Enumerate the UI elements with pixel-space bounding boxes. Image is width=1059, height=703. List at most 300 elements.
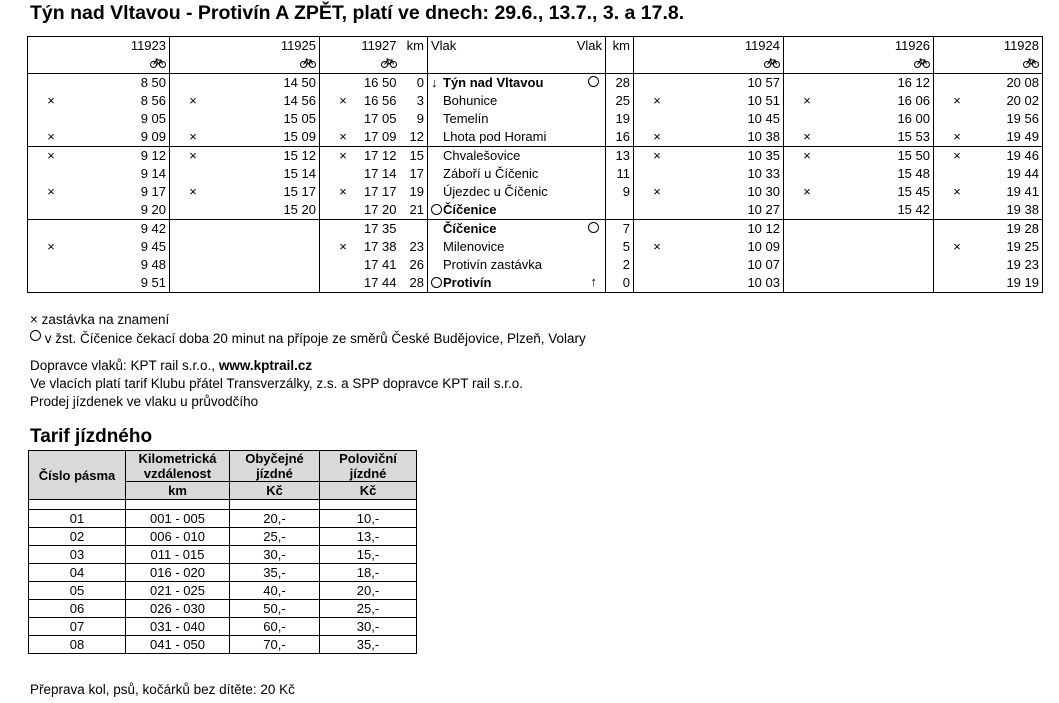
departure-time — [934, 238, 1043, 256]
departure-time — [28, 256, 170, 274]
time-value: 9 17 — [140, 184, 166, 199]
ticket-sale-info: Prodej jízdenek ve vlaku u průvodčího — [30, 394, 259, 409]
tarif-zone-number: 02 — [29, 528, 126, 546]
departure-time — [784, 92, 934, 110]
time-value: 10 38 — [747, 129, 780, 144]
departure-time — [934, 165, 1043, 183]
circle-icon — [30, 330, 41, 341]
departure-time — [28, 220, 170, 239]
station-name — [428, 147, 606, 166]
empty-cell — [606, 55, 634, 74]
tarif-full-fare: 50,- — [230, 600, 320, 618]
departure-time — [934, 92, 1043, 110]
tariff-info: Ve vlacích platí tarif Klubu přátel Transverzálky, z.s. a SPP dopravce KPT rail s.r.o. — [30, 376, 523, 391]
tarif-col-full: Obyčejné jízdné — [230, 451, 320, 482]
departure-time — [784, 256, 934, 274]
time-value: 16 12 — [897, 75, 930, 90]
km-number: 21 — [409, 202, 424, 217]
tarif-zone-number: 04 — [29, 564, 126, 582]
tarif-distance-range: 026 - 030 — [126, 600, 230, 618]
departure-time — [634, 256, 784, 274]
time-value: 10 57 — [747, 75, 780, 90]
km-value — [400, 74, 428, 93]
time-value: 19 49 — [1006, 129, 1039, 144]
on-request-mark: × — [189, 129, 197, 144]
timetable-row — [28, 256, 1043, 274]
km-value — [400, 256, 428, 274]
bicycle-icon — [634, 55, 784, 74]
tarif-unit-kc: Kč — [320, 482, 417, 500]
time-value: 17 44 — [363, 275, 397, 290]
timetable-row — [28, 220, 1043, 239]
tarif-full-fare: 70,- — [230, 636, 320, 654]
departure-time — [934, 74, 1043, 93]
bicycle-icon — [934, 55, 1043, 74]
time-value: 17 09 — [363, 129, 397, 144]
km-value — [400, 147, 428, 166]
km-number: 28 — [409, 275, 424, 290]
on-request-mark: × — [47, 239, 55, 254]
departure-time — [784, 201, 934, 220]
km-number: 9 — [416, 111, 424, 126]
time-value: 16 56 — [363, 93, 397, 108]
departure-time — [170, 74, 320, 93]
tarif-zone-number: 05 — [29, 582, 126, 600]
km-value: 0 — [606, 274, 634, 293]
time-value: 19 25 — [1006, 239, 1039, 254]
time-value: 15 48 — [897, 166, 930, 181]
station-label: Číčenice — [443, 221, 497, 236]
departure-time — [28, 201, 170, 220]
tarif-distance-range: 006 - 010 — [126, 528, 230, 546]
time-value: 9 12 — [140, 148, 166, 163]
on-request-mark: × — [47, 148, 55, 163]
departure-time — [28, 238, 170, 256]
bicycle-icon — [320, 55, 400, 74]
time-value: 10 30 — [747, 184, 780, 199]
time-value: 20 02 — [1006, 93, 1039, 108]
tarif-full-fare: 30,- — [230, 546, 320, 564]
time-value: 16 50 — [363, 75, 397, 90]
departure-time — [170, 201, 320, 220]
time-value: 19 44 — [1006, 166, 1039, 181]
departure-time — [320, 183, 400, 201]
on-request-mark: × — [339, 93, 347, 108]
time-value: 15 14 — [283, 166, 316, 181]
time-value: 9 09 — [140, 129, 166, 144]
km-value: 11 — [606, 165, 634, 183]
circle-icon — [431, 202, 443, 218]
legend-on-request-text: × zastávka na znamení — [30, 312, 170, 327]
on-request-mark: × — [653, 184, 661, 199]
timetable-row — [28, 92, 1043, 110]
on-request-mark: × — [953, 129, 961, 144]
spacer — [230, 500, 320, 510]
time-value: 15 09 — [283, 129, 316, 144]
tarif-table — [28, 450, 417, 654]
tarif-zone-number: 06 — [29, 600, 126, 618]
departure-time — [28, 147, 170, 166]
tarif-row — [29, 600, 417, 618]
time-value: 14 50 — [283, 75, 316, 90]
on-request-mark: × — [953, 184, 961, 199]
time-value: 20 08 — [1006, 75, 1039, 90]
time-value: 17 38 — [363, 239, 397, 254]
departure-time — [634, 110, 784, 128]
km-number: 3 — [416, 93, 424, 108]
km-value — [400, 238, 428, 256]
station-name — [428, 110, 606, 128]
tarif-distance-range: 016 - 020 — [126, 564, 230, 582]
departure-time — [784, 238, 934, 256]
timetable-row — [28, 74, 1043, 93]
time-value: 19 28 — [1006, 221, 1039, 236]
circle-icon — [588, 220, 599, 236]
km-value — [400, 92, 428, 110]
km-value: 19 — [606, 110, 634, 128]
bicycle-icon — [170, 55, 320, 74]
train-number: 11926 — [784, 37, 934, 56]
time-value: 10 51 — [747, 93, 780, 108]
station-label: Újezdec u Číčenic — [443, 184, 548, 199]
departure-time — [934, 183, 1043, 201]
departure-time — [170, 274, 320, 293]
spacer — [29, 500, 126, 510]
empty-cell — [400, 55, 428, 74]
train-number: 11923 — [28, 37, 170, 56]
tarif-unit-km: km — [126, 482, 230, 500]
on-request-mark: × — [803, 129, 811, 144]
departure-time — [170, 256, 320, 274]
spacer — [320, 500, 417, 510]
station-name — [428, 165, 606, 183]
tarif-zone-number: 08 — [29, 636, 126, 654]
on-request-mark: × — [653, 239, 661, 254]
time-value: 10 03 — [747, 275, 780, 290]
empty-cell — [428, 55, 606, 74]
timetable-row — [28, 128, 1043, 147]
tarif-full-fare: 60,- — [230, 618, 320, 636]
km-value — [400, 128, 428, 147]
time-value: 15 45 — [897, 184, 930, 199]
time-value: 16 06 — [897, 93, 930, 108]
on-request-mark: × — [953, 93, 961, 108]
time-value: 14 56 — [283, 93, 316, 108]
km-number: 15 — [409, 148, 424, 163]
km-number: 12 — [409, 129, 424, 144]
spacer — [126, 500, 230, 510]
departure-time — [634, 74, 784, 93]
station-name — [428, 92, 606, 110]
station-label: Protivín — [443, 275, 492, 290]
departure-time — [170, 165, 320, 183]
departure-time — [784, 183, 934, 201]
carrier-text: Dopravce vlaků: KPT rail s.r.o., — [30, 358, 219, 373]
km-value — [400, 201, 428, 220]
tarif-half-fare: 15,- — [320, 546, 417, 564]
departure-time — [170, 92, 320, 110]
time-value: 17 14 — [363, 166, 397, 181]
km-value: 7 — [606, 220, 634, 239]
departure-time — [170, 220, 320, 239]
departure-time — [320, 201, 400, 220]
tarif-full-fare: 20,- — [230, 510, 320, 528]
km-value — [606, 201, 634, 220]
time-value: 19 46 — [1006, 148, 1039, 163]
km-number: 26 — [409, 257, 424, 272]
station-label: Bohunice — [443, 93, 498, 108]
departure-time — [634, 201, 784, 220]
on-request-mark: × — [953, 239, 961, 254]
departure-time — [320, 274, 400, 293]
tarif-half-fare: 10,- — [320, 510, 417, 528]
time-value: 19 41 — [1006, 184, 1039, 199]
on-request-mark: × — [189, 184, 197, 199]
tarif-row — [29, 510, 417, 528]
km-number: 17 — [409, 166, 424, 181]
on-request-mark: × — [803, 93, 811, 108]
station-label: Milenovice — [443, 239, 505, 254]
time-value: 17 05 — [363, 111, 397, 126]
station-label: Záboří u Číčenic — [443, 166, 539, 181]
km-value — [400, 220, 428, 239]
departure-time — [634, 183, 784, 201]
time-value: 17 12 — [363, 148, 397, 163]
tarif-distance-range: 031 - 040 — [126, 618, 230, 636]
circle-icon — [588, 74, 599, 90]
tarif-half-fare: 18,- — [320, 564, 417, 582]
departure-time — [634, 92, 784, 110]
train-number: 11925 — [170, 37, 320, 56]
departure-time — [28, 274, 170, 293]
station-name — [428, 220, 606, 239]
departure-time — [28, 74, 170, 93]
legend-connection — [30, 330, 586, 346]
time-value: 10 33 — [747, 166, 780, 181]
bicycle-icon — [28, 55, 170, 74]
time-value: 10 12 — [747, 221, 780, 236]
departure-time — [320, 128, 400, 147]
time-value: 15 12 — [283, 148, 316, 163]
bicycle-icon — [784, 55, 934, 74]
time-value: 17 41 — [363, 257, 397, 272]
time-value: 15 53 — [897, 129, 930, 144]
timetable-row — [28, 110, 1043, 128]
departure-time — [934, 201, 1043, 220]
station-name — [428, 256, 606, 274]
on-request-mark: × — [189, 93, 197, 108]
timetable-row — [28, 201, 1043, 220]
km-value — [400, 110, 428, 128]
departure-time — [634, 165, 784, 183]
on-request-mark: × — [803, 184, 811, 199]
tarif-heading: Tarif jízdného — [30, 426, 153, 447]
time-value: 9 14 — [140, 166, 166, 181]
time-value: 10 09 — [747, 239, 780, 254]
departure-time — [634, 128, 784, 147]
station-name — [428, 74, 606, 93]
carrier-website-link[interactable]: www.kptrail.cz — [218, 358, 313, 373]
station-name — [428, 183, 606, 201]
station-name — [428, 128, 606, 147]
km-value — [400, 165, 428, 183]
km-value: 28 — [606, 74, 634, 93]
timetable-row — [28, 147, 1043, 166]
tarif-zone-number: 03 — [29, 546, 126, 564]
departure-time — [320, 165, 400, 183]
time-value: 19 23 — [1006, 257, 1039, 272]
departure-time — [320, 74, 400, 93]
timetable-row — [28, 274, 1043, 293]
arrow-up-icon: ↑ — [590, 274, 597, 289]
station-label: Týn nad Vltavou — [443, 75, 544, 90]
time-value: 8 50 — [140, 75, 166, 90]
time-value: 8 56 — [140, 93, 166, 108]
tarif-full-fare: 35,- — [230, 564, 320, 582]
departure-time — [634, 274, 784, 293]
legend-on-request — [30, 312, 169, 327]
tarif-col-zone: Číslo pásma — [29, 451, 126, 500]
footer-note: Přeprava kol, psů, kočárků bez dítěte: 20 Kč — [30, 682, 295, 697]
tarif-distance-range: 011 - 015 — [126, 546, 230, 564]
departure-time — [170, 128, 320, 147]
on-request-mark: × — [339, 184, 347, 199]
departure-time — [28, 92, 170, 110]
station-label: Temelín — [443, 111, 489, 126]
km-value: 16 — [606, 128, 634, 147]
departure-time — [320, 220, 400, 239]
timetable-header-row — [28, 37, 1043, 56]
departure-time — [784, 110, 934, 128]
time-value: 19 38 — [1006, 202, 1039, 217]
arrow-down-icon: ↓ — [431, 75, 438, 90]
timetable-row — [28, 183, 1043, 201]
departure-time — [320, 110, 400, 128]
km-value — [400, 183, 428, 201]
departure-time — [634, 238, 784, 256]
on-request-mark: × — [653, 93, 661, 108]
departure-time — [28, 165, 170, 183]
departure-time — [784, 128, 934, 147]
time-value: 19 56 — [1006, 111, 1039, 126]
time-value: 15 20 — [283, 202, 316, 217]
departure-time — [28, 183, 170, 201]
departure-time — [784, 220, 934, 239]
departure-time — [170, 183, 320, 201]
km-value: 9 — [606, 183, 634, 201]
tarif-half-fare: 20,- — [320, 582, 417, 600]
departure-time — [634, 147, 784, 166]
on-request-mark: × — [339, 239, 347, 254]
departure-time — [320, 92, 400, 110]
time-value: 15 42 — [897, 202, 930, 217]
km-value: 2 — [606, 256, 634, 274]
carrier-line — [30, 358, 312, 373]
km-value: 25 — [606, 92, 634, 110]
departure-time — [170, 238, 320, 256]
on-request-mark: × — [953, 148, 961, 163]
departure-time — [170, 110, 320, 128]
departure-time — [170, 147, 320, 166]
time-value: 9 05 — [140, 111, 166, 126]
departure-time — [784, 274, 934, 293]
on-request-mark: × — [47, 129, 55, 144]
train-number: 11928 — [1003, 38, 1039, 53]
tarif-col-distance: Kilometrická vzdálenost — [126, 451, 230, 482]
time-value: 9 48 — [140, 257, 166, 272]
station-label: Chvalešovice — [443, 148, 521, 163]
on-request-mark: × — [339, 129, 347, 144]
time-value: 10 27 — [747, 202, 780, 217]
time-value: 15 17 — [283, 184, 316, 199]
departure-time — [634, 220, 784, 239]
on-request-mark: × — [47, 93, 55, 108]
time-value: 10 07 — [747, 257, 780, 272]
time-value: 17 17 — [363, 184, 397, 199]
time-value: 15 50 — [897, 148, 930, 163]
circle-icon — [431, 275, 443, 291]
time-value: 9 42 — [140, 221, 166, 236]
station-label: Lhota pod Horami — [443, 129, 547, 144]
km-number: 0 — [416, 75, 424, 90]
tarif-row — [29, 582, 417, 600]
tarif-col-half: Poloviční jízdné — [320, 451, 417, 482]
tarif-distance-range: 021 - 025 — [126, 582, 230, 600]
departure-time — [934, 274, 1043, 293]
km-header: km — [606, 37, 634, 56]
time-value: 16 00 — [897, 111, 930, 126]
tarif-row — [29, 618, 417, 636]
departure-time — [934, 256, 1043, 274]
timetable-row — [28, 238, 1043, 256]
time-value: 9 45 — [140, 239, 166, 254]
legend-connection-text: v žst. Číčenice čekací doba 20 minut na přípoje ze směrů České Budějovice, Plzeň, Volary — [44, 331, 586, 346]
departure-time — [28, 128, 170, 147]
on-request-mark: × — [339, 148, 347, 163]
tarif-half-fare: 13,- — [320, 528, 417, 546]
tarif-full-fare: 25,- — [230, 528, 320, 546]
train-number: 11924 — [744, 38, 780, 53]
tarif-half-fare: 30,- — [320, 618, 417, 636]
tarif-row — [29, 546, 417, 564]
station-name — [428, 201, 606, 220]
station-label: Protivín zastávka — [443, 257, 542, 272]
station-name — [428, 274, 606, 293]
time-value: 17 20 — [363, 202, 397, 217]
timetable-row — [28, 165, 1043, 183]
tarif-zone-number: 01 — [29, 510, 126, 528]
station-name — [428, 238, 606, 256]
km-value — [400, 274, 428, 293]
km-number: 19 — [409, 184, 424, 199]
time-value: 19 19 — [1006, 275, 1039, 290]
tarif-zone-number: 07 — [29, 618, 126, 636]
km-value: 5 — [606, 238, 634, 256]
tarif-distance-range: 041 - 050 — [126, 636, 230, 654]
tarif-full-fare: 40,- — [230, 582, 320, 600]
time-value: 10 45 — [747, 111, 780, 126]
km-value: 13 — [606, 147, 634, 166]
departure-time — [320, 256, 400, 274]
time-value: 9 51 — [140, 275, 166, 290]
station-label: Číčenice — [443, 202, 497, 217]
on-request-mark: × — [653, 148, 661, 163]
departure-time — [934, 220, 1043, 239]
on-request-mark: × — [47, 184, 55, 199]
departure-time — [934, 110, 1043, 128]
on-request-mark: × — [653, 129, 661, 144]
tarif-distance-range: 001 - 005 — [126, 510, 230, 528]
